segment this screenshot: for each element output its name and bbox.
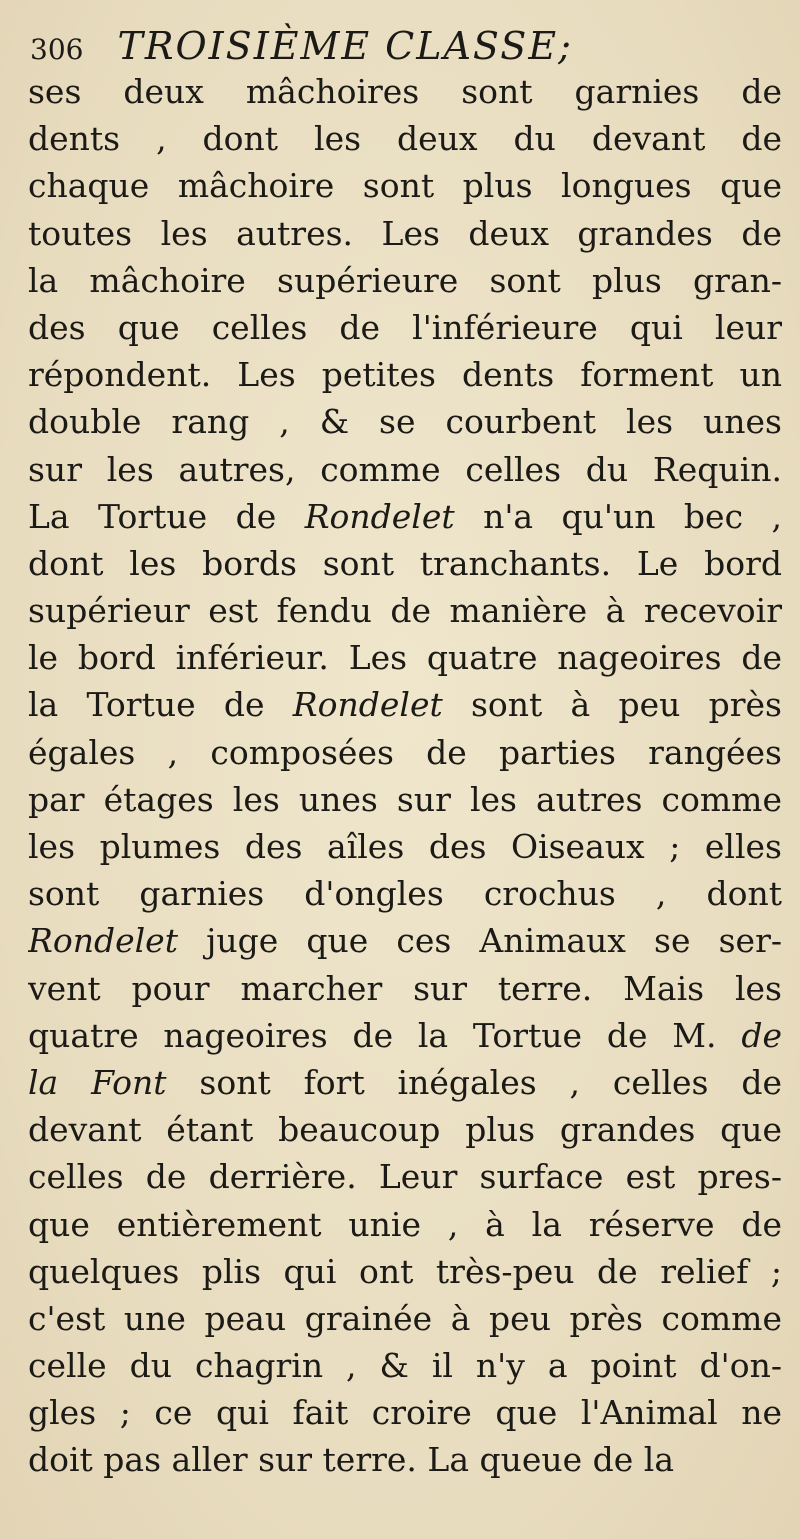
text-line: celle du chagrin , & il n'y a point d'on- — [28, 1346, 782, 1386]
italic-name: de — [741, 1015, 782, 1055]
text-line: les plumes des aîles des Oiseaux ; elles — [28, 827, 782, 866]
body-text — [28, 68, 782, 1484]
text-line — [28, 493, 782, 540]
running-title: TROISIÈME CLASSE; — [117, 24, 573, 68]
text-line: supérieur est fendu de manière à recevoir — [28, 591, 782, 631]
text-line: par étages les unes sur les autres comme — [28, 779, 782, 819]
text-line: le bord inférieur. Les quatre nageoires de — [28, 638, 782, 678]
text-segment: juge que ces Animaux se ser- — [177, 921, 782, 961]
text-line: double rang , & se courbent les unes — [28, 402, 782, 442]
text-line: sont garnies d'ongles crochus , dont — [28, 874, 782, 914]
page-header — [30, 22, 770, 70]
text-segment: sont à peu près — [442, 685, 782, 725]
text-line: gles ; ce qui fait croire que l'Animal ne — [28, 1393, 782, 1433]
text-line — [28, 917, 782, 964]
text-line: vent pour marcher sur terre. Mais les — [28, 968, 782, 1008]
italic-name: Rondelet — [28, 921, 178, 961]
italic-name: la Font — [28, 1062, 167, 1102]
text-line: c'est une peau grainée à peu près comme — [28, 1298, 782, 1338]
text-segment: sont fort inégales , celles de — [166, 1062, 782, 1102]
text-line: chaque mâchoire sont plus longues que — [28, 166, 782, 206]
italic-name: Rondelet — [292, 685, 443, 725]
text-line — [28, 681, 782, 728]
text-segment: La Tortue de — [28, 496, 305, 536]
text-line: dont les bords sont tranchants. Le bord — [28, 543, 782, 583]
text-line: répondent. Les petites dents forment un — [28, 355, 782, 395]
text-line: celles de derrière. Leur surface est pres- — [28, 1157, 782, 1197]
text-line: sur les autres, comme celles du Requin. — [28, 449, 782, 489]
page-number: 306 — [30, 33, 84, 66]
text-line — [28, 1012, 782, 1059]
text-line: devant étant beaucoup plus grandes que — [28, 1110, 782, 1150]
italic-name: Rondelet — [304, 496, 455, 536]
text-line: doit pas aller sur terre. La queue de la — [28, 1440, 675, 1480]
text-line: que entièrement unie , à la réserve de — [28, 1204, 782, 1244]
text-line: des que celles de l'inférieure qui leur — [28, 307, 782, 347]
text-line: toutes les autres. Les deux grandes de — [28, 213, 782, 253]
text-line: quelques plis qui ont très-peu de relief ; — [28, 1251, 782, 1291]
text-line: ses deux mâchoires sont garnies de — [28, 72, 782, 111]
text-segment: quatre nageoires de la Tortue de M. — [28, 1015, 742, 1055]
text-line — [28, 1059, 782, 1106]
text-line: égales , composées de parties rangées — [28, 732, 782, 772]
text-segment: n'a qu'un bec , — [454, 496, 782, 536]
text-line: la mâchoire supérieure sont plus gran- — [28, 260, 782, 300]
text-line: dents , dont les deux du devant de — [28, 119, 782, 159]
text-segment: la Tortue de — [28, 685, 293, 725]
